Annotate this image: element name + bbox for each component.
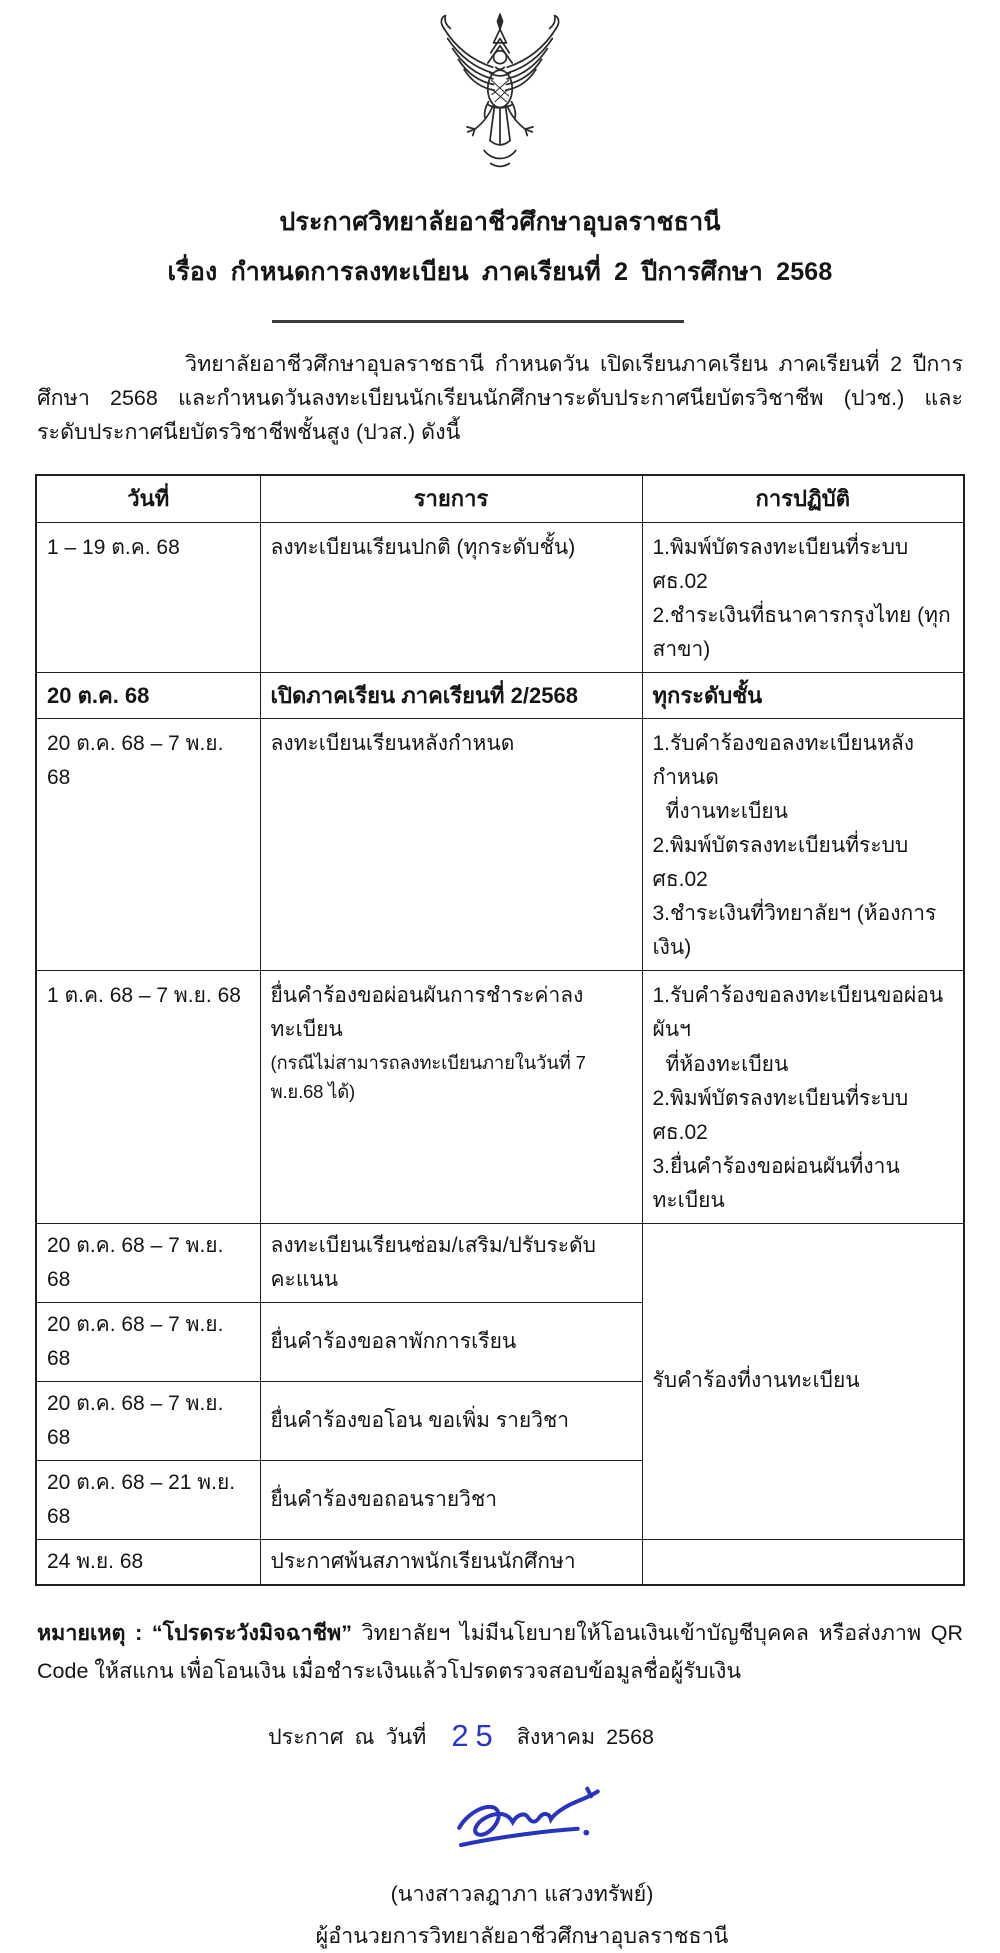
date-cell: 20 ต.ค. 68 <box>36 672 260 719</box>
date-cell: 20 ต.ค. 68 – 7 พ.ย. 68 <box>36 1302 260 1381</box>
item-cell: ลงทะเบียนเรียนปกติ (ทุกระดับชั้น) <box>260 522 642 672</box>
intro-paragraph: วิทยาลัยอาชีวศึกษาอุบลราชธานี กำหนดวัน เปิดเรียนภาคเรียน ภาคเรียนที่ 2 ปีการศึกษา 2568 และกำหนดวันลงทะเบียนนักเรียนนักศึกษาระดับประกาศนียบัตรวิชาชีพ (ปวช.) และ ระดับประกาศนียบัตรวิชาชีพชั้นสูง (ปวส.) ดังนี้ <box>37 351 963 445</box>
action-line: ที่งานทะเบียน <box>665 800 789 824</box>
item-cell: ลงทะเบียนเรียนหลังกำหนด <box>260 719 642 971</box>
action-line: 3.ยื่นคำร้องขอผ่อนผันที่งานทะเบียน <box>652 1154 900 1212</box>
signature-ink-icon <box>442 1780 614 1868</box>
note-label: หมายเหตุ : <box>37 1620 152 1645</box>
item-cell: เปิดภาคเรียน ภาคเรียนที่ 2/2568 <box>260 672 642 719</box>
item-cell: ลงทะเบียนเรียนซ่อม/เสริม/ปรับระดับคะแนน <box>260 1223 642 1302</box>
item-line: ยื่นคำร้องขอผ่อนผันการชำระค่าลงทะเบียน <box>270 984 584 1042</box>
item-note: (กรณีไม่สามารถลงทะเบียนภายในวันที่ 7 พ.ย.68 ได้) <box>270 1051 586 1103</box>
table-row <box>36 1223 964 1302</box>
date-cell: 1 – 19 ต.ค. 68 <box>36 522 260 672</box>
table-row <box>36 522 964 672</box>
action-line: 2.พิมพ์บัตรลงทะเบียนที่ระบบ ศธ.02 <box>652 1086 909 1144</box>
action-cell <box>642 522 964 672</box>
action-cell <box>642 719 964 971</box>
action-cell <box>642 971 964 1223</box>
signature-block <box>442 1780 614 1873</box>
action-line: 1.รับคำร้องขอลงทะเบียนขอผ่อนผันฯ <box>652 984 944 1042</box>
item-cell: ยื่นคำร้องขอโอน ขอเพิ่ม รายวิชา <box>260 1381 642 1460</box>
date-cell: 20 ต.ค. 68 – 7 พ.ย. 68 <box>36 1223 260 1302</box>
title-divider-line <box>272 320 684 323</box>
action-line: 3.ชำระเงินที่วิทยาลัยฯ (ห้องการเงิน) <box>652 902 937 960</box>
action-line: 2.ชำระเงินที่ธนาคารกรุงไทย (ทุกสาขา) <box>652 603 951 661</box>
date-cell: 20 ต.ค. 68 – 7 พ.ย. 68 <box>36 719 260 971</box>
table-row <box>36 1539 964 1585</box>
header-action: การปฏิบัติ <box>642 475 964 523</box>
issued-prefix: ประกาศ ณ วันที่ <box>268 1725 427 1750</box>
item-cell <box>260 971 642 1223</box>
item-cell: ยื่นคำร้องขอลาพักการเรียน <box>260 1302 642 1381</box>
signer-position: ผู้อำนวยการวิทยาลัยอาชีวศึกษาอุบลราชธานี <box>315 1924 729 1949</box>
garuda-emblem-icon <box>421 8 579 184</box>
note-text: วิทยาลัยฯ ไม่มีนโยบายให้โอนเงินเข้าบัญชีบุคคล หรือส่งภาพ QR Code ให้สแกน เพื่อโอนเงิน เมื่อชำระเงินแล้วโปรดตรวจสอบข้อมูลชื่อผู้รับเงิน <box>37 1620 964 1683</box>
item-cell: ยื่นคำร้องขอถอนรายวิชา <box>260 1460 642 1539</box>
document-title: ประกาศวิทยาลัยอาชีวศึกษาอุบลราชธานี <box>279 208 721 236</box>
action-cell: ทุกระดับชั้น <box>642 672 964 719</box>
document-subject: เรื่อง กำหนดการลงทะเบียน ภาคเรียนที่ 2 ปีการศึกษา 2568 <box>167 258 833 286</box>
header-date: วันที่ <box>36 475 260 523</box>
action-cell-empty <box>642 1539 964 1585</box>
signer-name: (นางสาวลฎาภา แสวงทรัพย์) <box>390 1882 654 1907</box>
table-row <box>36 719 964 971</box>
table-row-semester-open <box>36 672 964 719</box>
merged-action-cell: รับคำร้องที่งานทะเบียน <box>642 1223 964 1539</box>
action-line: 2.พิมพ์บัตรลงทะเบียนที่ระบบ ศธ.02 <box>652 834 909 892</box>
header-item: รายการ <box>260 475 642 523</box>
action-line: 1.พิมพ์บัตรลงทะเบียนที่ระบบ ศธ.02 <box>652 535 909 593</box>
table-row <box>36 971 964 1223</box>
date-cell: 24 พ.ย. 68 <box>36 1539 260 1585</box>
date-cell: 20 ต.ค. 68 – 21 พ.ย. 68 <box>36 1460 260 1539</box>
handwritten-day: 25 <box>451 1718 500 1754</box>
registration-schedule-table <box>35 474 965 1586</box>
issued-date-line <box>268 1716 1000 1754</box>
date-cell: 1 ต.ค. 68 – 7 พ.ย. 68 <box>36 971 260 1223</box>
action-line: ที่ห้องทะเบียน <box>665 1052 789 1076</box>
note-warning: “โปรดระวังมิจฉาชีพ” <box>151 1620 352 1645</box>
action-line: 1.รับคำร้องขอลงทะเบียนหลังกำหนด <box>652 732 914 790</box>
table-header-row <box>36 475 964 523</box>
issued-suffix: สิงหาคม 2568 <box>516 1725 655 1750</box>
date-cell: 20 ต.ค. 68 – 7 พ.ย. 68 <box>36 1381 260 1460</box>
announcement-document <box>0 8 1000 1949</box>
item-cell: ประกาศพ้นสภาพนักเรียนนักศึกษา <box>260 1539 642 1585</box>
note-paragraph <box>37 1614 963 1691</box>
